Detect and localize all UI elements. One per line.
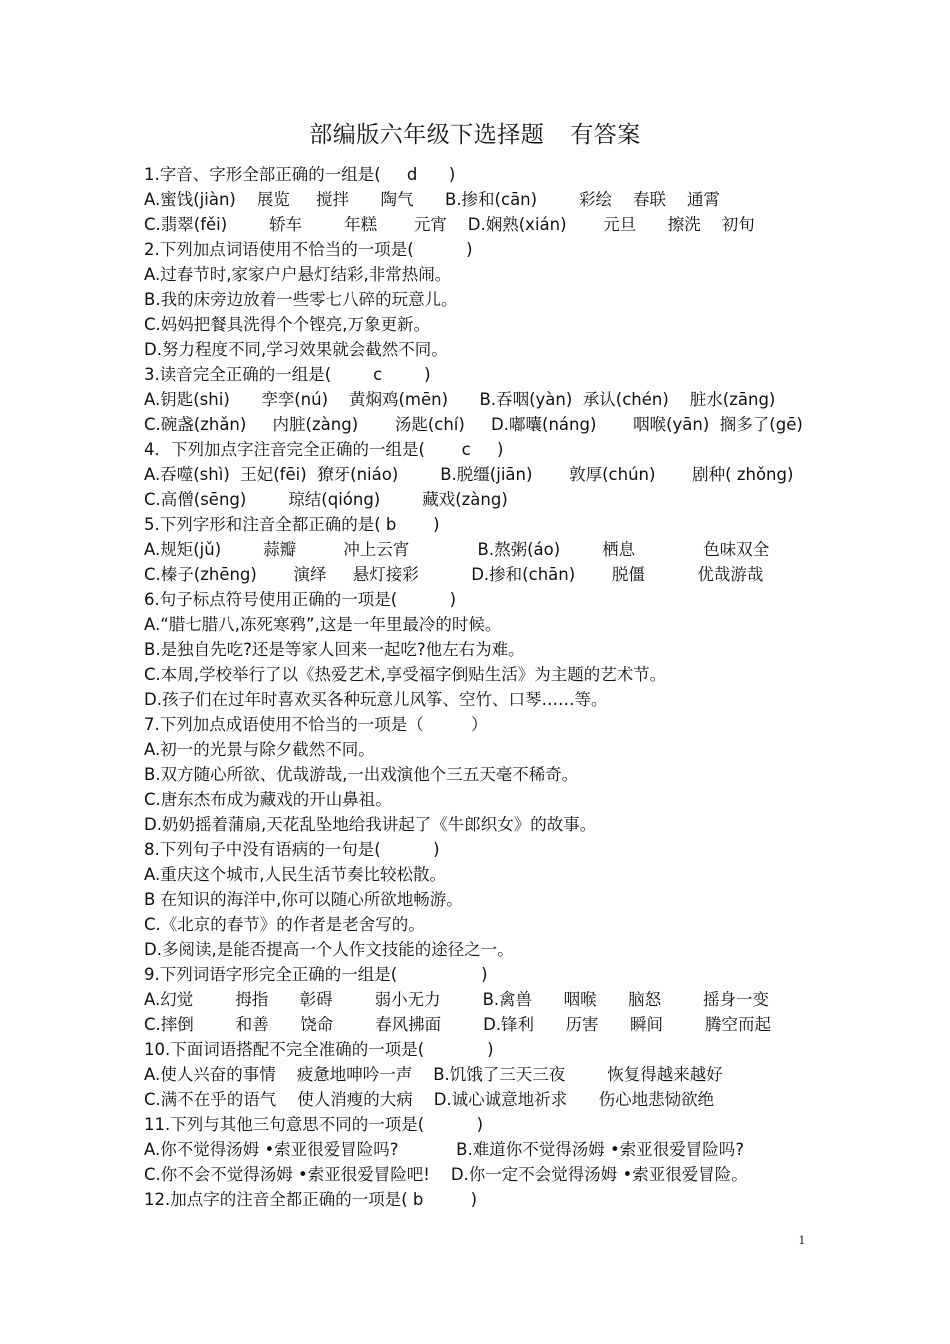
option-line: D.孩子们在过年时喜欢买各种玩意儿风筝、空竹、口琴……等。 <box>144 690 608 709</box>
option-line: C.你不会不觉得汤姆 •索亚很爱冒险吧! D.你一定不会觉得汤姆 •索亚很爱冒险。 <box>144 1165 748 1184</box>
question-line: 11.下列与其他三句意思不同的一项是( ) <box>144 1115 484 1134</box>
question-list <box>144 162 824 1212</box>
option-line: A.钥匙(shi) 孪孪(nú) 黄焖鸡(mēn) B.吞咽(yàn) 承认(chén) 脏水(zāng) <box>144 390 776 409</box>
option-line: B 在知识的海洋中,你可以随心所欲地畅游。 <box>144 890 463 909</box>
option-line: C.《北京的春节》的作者是老舍写的。 <box>144 915 425 934</box>
option-line: A.使人兴奋的事情 疲惫地呻吟一声 B.饥饿了三天三夜 恢复得越来越好 <box>144 1065 723 1084</box>
option-line: C.翡翠(fěi) 轿车 年糕 元宵 D.娴熟(xián) 元旦 擦洗 初旬 <box>144 215 755 234</box>
option-line: C.唐东杰布成为藏戏的开山鼻祖。 <box>144 790 392 809</box>
option-line: A.吞噬(shì) 王妃(fēi) 獠牙(niáo) B.脱缰(jiān) 敦厚(chún) 剧种( zhǒng) <box>144 465 794 484</box>
question-line: 6.句子标点符号使用正确的一项是( ) <box>144 590 457 609</box>
question-line: 1.字音、字形全部正确的一组是( d ) <box>144 165 456 184</box>
option-line: A.你不觉得汤姆 •索亚很爱冒险吗? B.难道你不觉得汤姆 •索亚很爱冒险吗? <box>144 1140 744 1159</box>
option-line: A.“腊七腊八,冻死寒鸦”,这是一年里最冷的时候。 <box>144 615 502 634</box>
option-line: B.我的床旁边放着一些零七八碎的玩意儿。 <box>144 290 458 309</box>
option-line: A.蜜饯(jiàn) 展览 搅拌 陶气 B.掺和(cān) 彩绘 春联 通霄 <box>144 190 720 209</box>
question-line: 2.下列加点词语使用不恰当的一项是( ) <box>144 240 473 259</box>
option-line: D.奶奶摇着蒲扇,天花乱坠地给我讲起了《牛郎织女》的故事。 <box>144 815 597 834</box>
option-line: C.妈妈把餐具洗得个个铿亮,万象更新。 <box>144 315 431 334</box>
question-line: 9.下列词语字形完全正确的一组是( ) <box>144 965 488 984</box>
question-line: 5.下列字形和注音全都正确的是( b ) <box>144 515 440 534</box>
option-line: A.初一的光景与除夕截然不同。 <box>144 740 375 759</box>
document-title <box>0 116 950 149</box>
option-line: A.过春节时,家家户户悬灯结彩,非常热闹。 <box>144 265 452 284</box>
question-line: 3.读音完全正确的一组是( c ) <box>144 365 431 384</box>
title-sub: 有答案 <box>570 122 641 148</box>
title-main: 部编版六年级下选择题 <box>309 122 545 148</box>
option-line: C.摔倒 和善 饶命 春风拂面 D.锋利 历害 瞬间 腾空而起 <box>144 1015 771 1034</box>
option-line: C.满不在乎的语气 使人消瘦的大病 D.诚心诚意地祈求 伤心地悲恸欲绝 <box>144 1090 715 1109</box>
option-line: C.本周,学校举行了以《热爱艺术,享受福字倒贴生活》为主题的艺术节。 <box>144 665 667 684</box>
option-line: C.碗盏(zhǎn) 内脏(zàng) 汤匙(chí) D.嘟囔(náng) 咽喉(yān) 搁多了(gē) <box>144 415 803 434</box>
option-line: B.双方随心所欲、优哉游哉,一出戏演他个三五天毫不稀奇。 <box>144 765 579 784</box>
option-line: D.努力程度不同,学习效果就会截然不同。 <box>144 340 448 359</box>
question-line: 4．下列加点字注音完全正确的一组是( c ) <box>144 440 504 459</box>
question-line: 7.下列加点成语使用不恰当的一项是（ ） <box>144 715 488 734</box>
question-line: 10.下面词语搭配不完全准确的一项是( ) <box>144 1040 494 1059</box>
question-line: 12.加点字的注音全都正确的一项是( b ) <box>144 1190 478 1209</box>
option-line: B.是独自先吃?还是等家人回来一起吃?他左右为难。 <box>144 640 525 659</box>
option-line: D.多阅读,是能否提高一个人作文技能的途径之一。 <box>144 940 514 959</box>
option-line: A.规矩(jǔ) 蒜瓣 冲上云宵 B.熬粥(áo) 栖息 色味双全 <box>144 540 770 559</box>
question-line: 8.下列句子中没有语病的一句是( ) <box>144 840 440 859</box>
option-line: A.重庆这个城市,人民生活节奏比较松散。 <box>144 865 446 884</box>
option-line: C.高僧(sēng) 琼结(qióng) 藏戏(zàng) <box>144 490 508 509</box>
page-number: 1 <box>798 1232 805 1247</box>
option-line: C.榛子(zhēng) 演绎 悬灯接彩 D.掺和(chān) 脱僵 优哉游哉 <box>144 565 764 584</box>
option-line: A.幻觉 拇指 彰碍 弱小无力 B.禽兽 咽喉 脑怒 摇身一变 <box>144 990 770 1009</box>
